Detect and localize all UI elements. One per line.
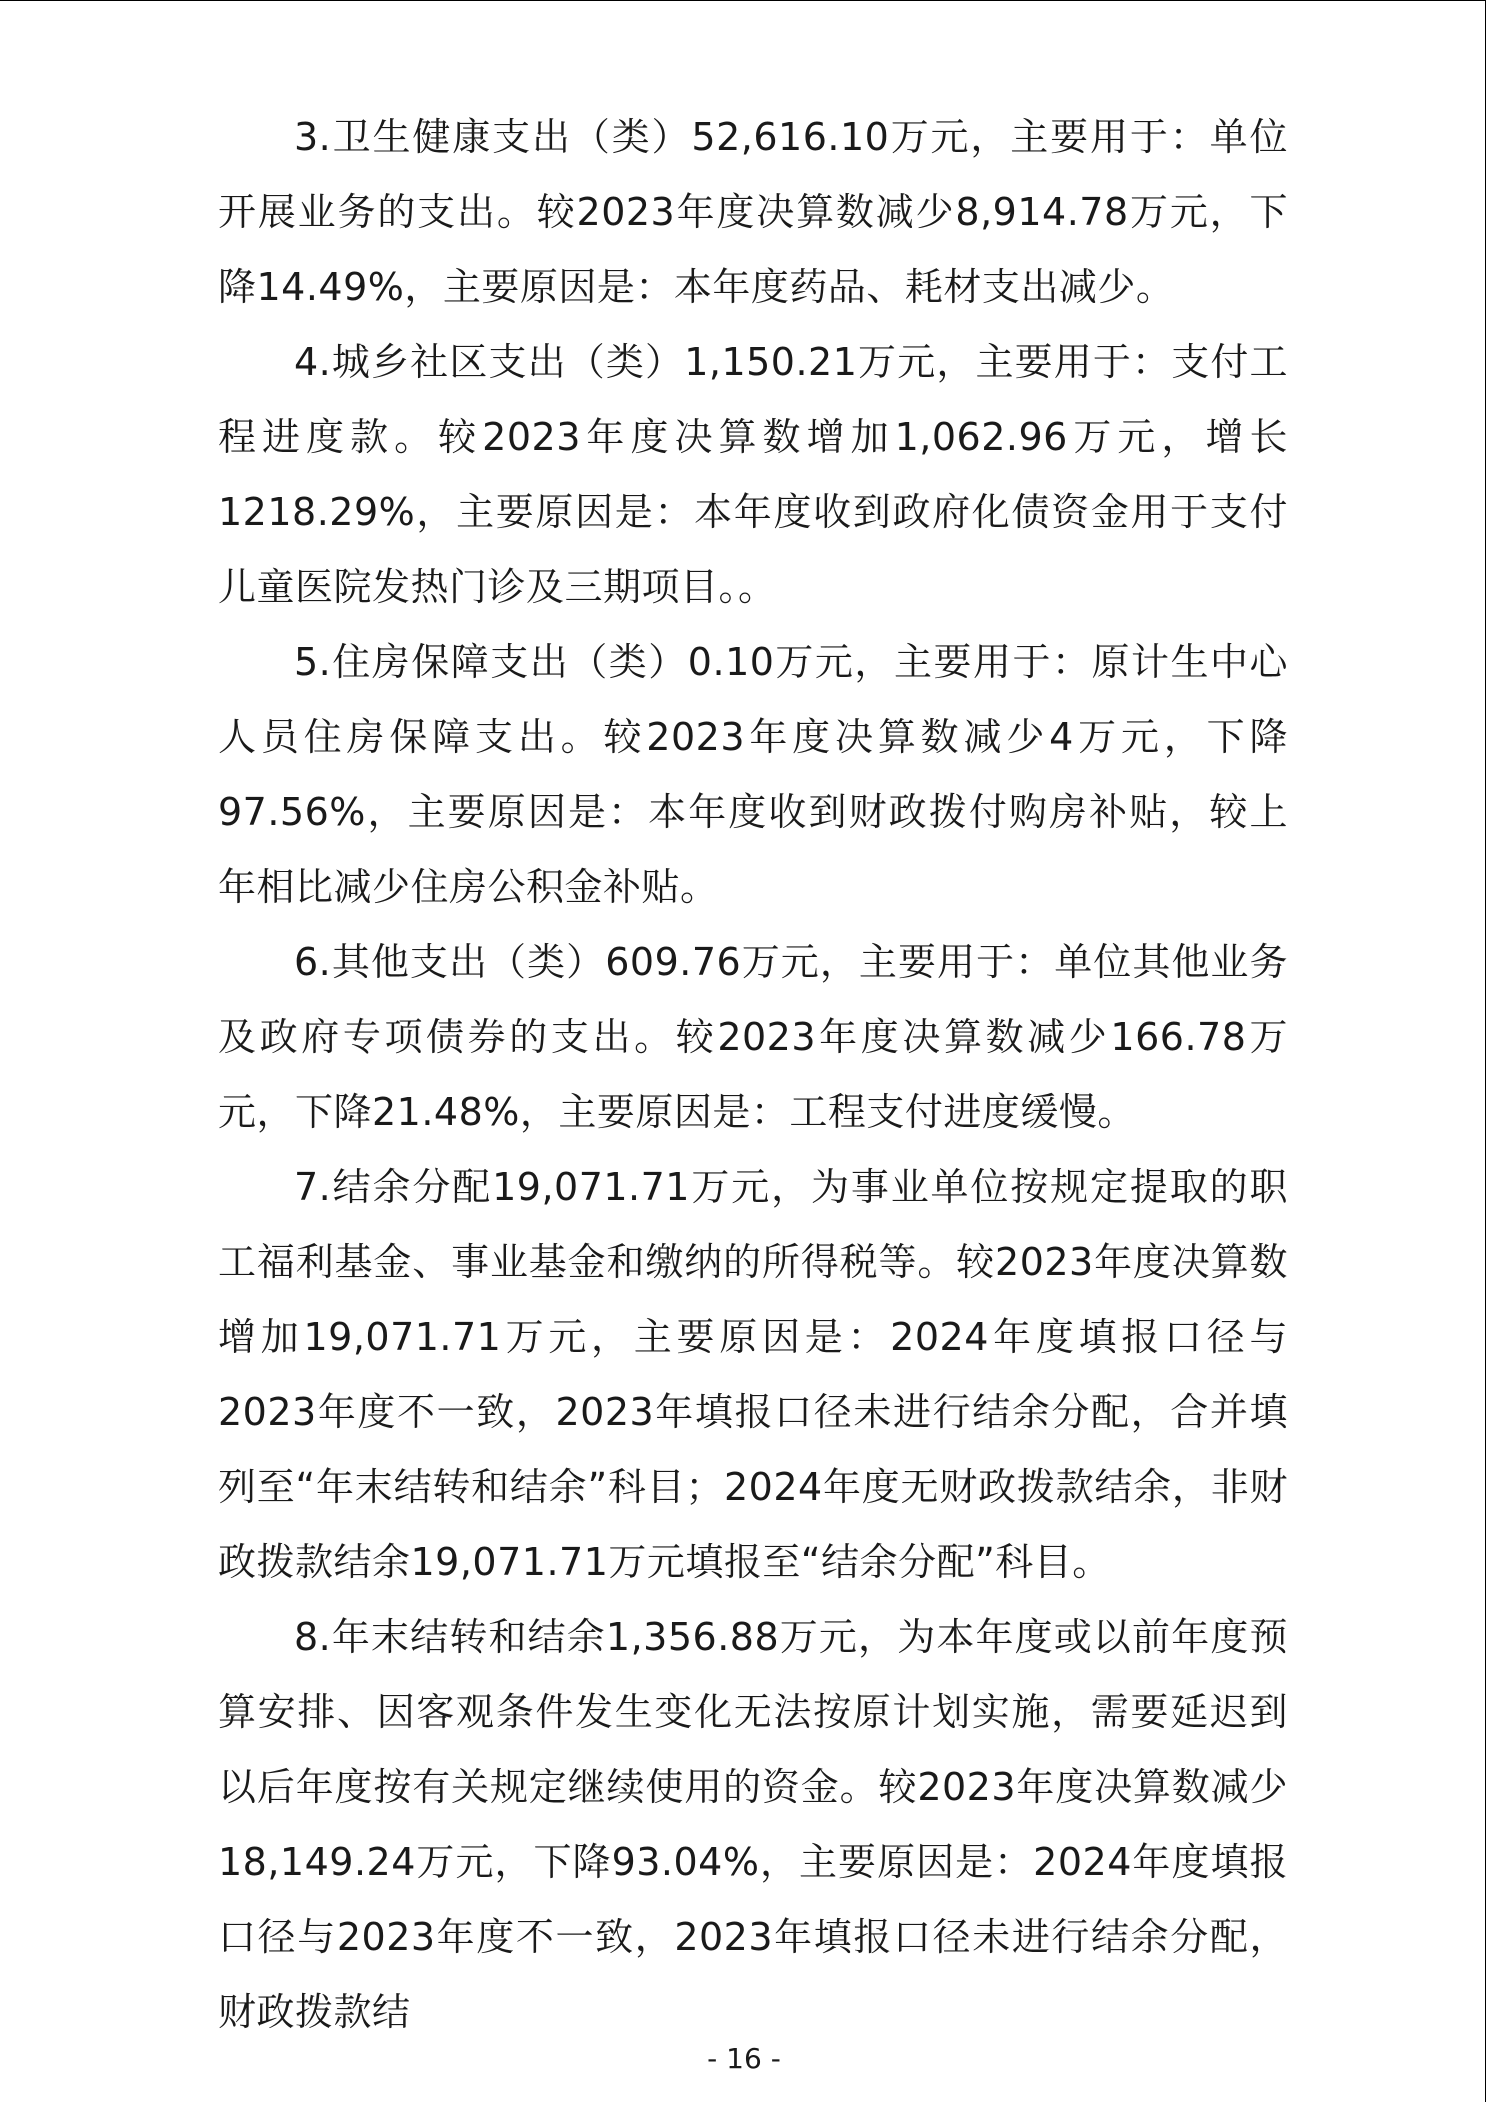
paragraph-health-expenditure: 3.卫生健康支出（类）52,616.10万元，主要用于：单位开展业务的支出。较2023年度决算数减少8,914.78万元，下降14.49%，主要原因是：本年度药品、耗材支出减少。: [218, 115, 1288, 309]
paragraph-housing-expenditure: 5.住房保障支出（类）0.10万元，主要用于：原计生中心人员住房保障支出。较2023年度决算数减少4万元，下降97.56%，主要原因是：本年度收到财政拨付购房补贴，较上年相比减少住房公积金补贴。: [218, 640, 1288, 909]
paragraph-year-end-balance: 8.年末结转和结余1,356.88万元，为本年度或以前年度预算安排、因客观条件发生变化无法按原计划实施，需要延迟到以后年度按有关规定继续使用的资金。较2023年度决算数减少18,149.24万元，下降93.04%，主要原因是：2024年度填报口径与2023年度不一致，2023年填报口径未进行结余分配，财政拨款结: [218, 1615, 1288, 2034]
paragraph-other-expenditure: 6.其他支出（类）609.76万元，主要用于：单位其他业务及政府专项债券的支出。较2023年度决算数减少166.78万元，下降21.48%，主要原因是：工程支付进度缓慢。: [218, 940, 1288, 1134]
page-number: - 16 -: [707, 2042, 781, 2075]
document-body: [218, 100, 1288, 2050]
paragraph-urban-rural-expenditure: 4.城乡社区支出（类）1,150.21万元，主要用于：支付工程进度款。较2023年度决算数增加1,062.96万元，增长1218.29%，主要原因是：本年度收到政府化债资金用于支付儿童医院发热门诊及三期项目。。: [218, 340, 1288, 609]
paragraph-surplus-distribution: 7.结余分配19,071.71万元，为事业单位按规定提取的职工福利基金、事业基金和缴纳的所得税等。较2023年度决算数增加19,071.71万元，主要原因是：2024年度填报口径与2023年度不一致，2023年填报口径未进行结余分配，合并填列至“年末结转和结余”科目；2024年度无财政拨款结余，非财政拨款结余19,071.71万元填报至“结余分配”科目。: [218, 1165, 1288, 1584]
